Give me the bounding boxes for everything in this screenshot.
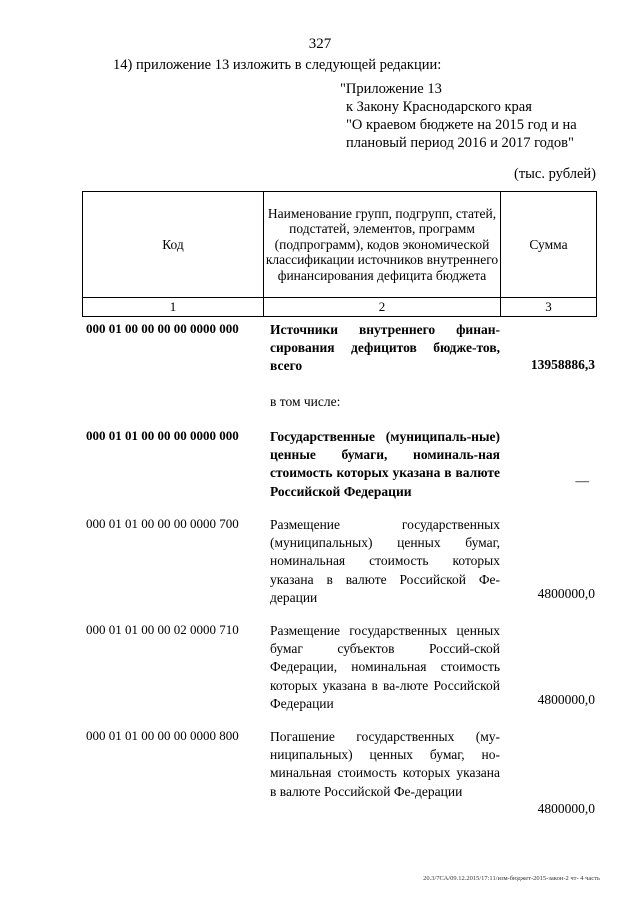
header-num-1: 1 (169, 299, 177, 314)
row-name: Размещение государственных (муниципальных) ценных бумаг, номинальная стоимость которых указана в валюте Российской Фе-дерации (270, 517, 500, 605)
appendix-title: "Приложение 13 (340, 81, 442, 97)
header-num-3: 3 (545, 299, 552, 314)
header-code: Код (162, 236, 184, 252)
appendix-law: к Закону Краснодарского края (346, 99, 532, 115)
row-name: Размещение государственных ценных бумаг субъектов Россий-ской Федерации, номинальная стоимость которых указана в ва-люте Российской Федерации (270, 623, 500, 711)
appendix-law-name-1: "О краевом бюджете на 2015 год и на (346, 117, 577, 133)
header-mid-border (82, 297, 597, 298)
intro-text: 14) приложение 13 изложить в следующей редакции: (113, 57, 442, 73)
row-sum: 4800000,0 (537, 586, 595, 601)
row-code: 000 01 01 00 00 02 0000 710 (86, 622, 239, 637)
row-name: Государственные (муниципаль-ные) ценные бумаги, номиналь-ная стоимость которых указана в валюте Российской Федерации (270, 429, 500, 499)
row-code: 000 01 01 00 00 00 0000 700 (86, 516, 239, 531)
appendix-law-name-2: плановый период 2016 и 2017 годов" (346, 135, 574, 151)
page-number: 327 (308, 36, 332, 52)
row-code: 000 01 01 00 00 00 0000 800 (86, 728, 239, 743)
row-name: Источники внутреннего финан-сирования дефицитов бюдже-тов, всего (270, 322, 500, 374)
row-code: 000 01 01 00 00 00 0000 000 (86, 428, 239, 443)
header-right-border (596, 191, 597, 317)
row-sum: 4800000,0 (537, 801, 595, 816)
header-bottom-border (82, 316, 597, 317)
row-sum: 4800000,0 (537, 692, 595, 707)
row-name: Погашение государственных (му-ниципальных) ценных бумаг, но-минальная стоимость которых указана в валюте Российской Фе-дерации (270, 729, 500, 799)
header-sum: Сумма (529, 236, 568, 252)
table-header (82, 191, 597, 317)
header-num-2: 2 (378, 299, 386, 314)
in-that-number-note: в том числе: (270, 394, 341, 409)
units-label: (тыс. рублей) (514, 166, 596, 182)
row-code: 000 01 00 00 00 00 0000 000 (86, 321, 239, 336)
footer-note: 20.3/7СА/09.12.2015/17:11/изм-бюджет-2015-закон-2 чт- 4 часть (423, 875, 600, 882)
header-name: Наименование групп, подгрупп, статей, подстатей, элементов, программ (подпрограмм), кодов экономической классификации источников внутреннего финансирования дефицита бюджета (265, 205, 499, 283)
row-sum: 13958886,3 (530, 357, 595, 372)
row-sum: — (575, 473, 589, 488)
